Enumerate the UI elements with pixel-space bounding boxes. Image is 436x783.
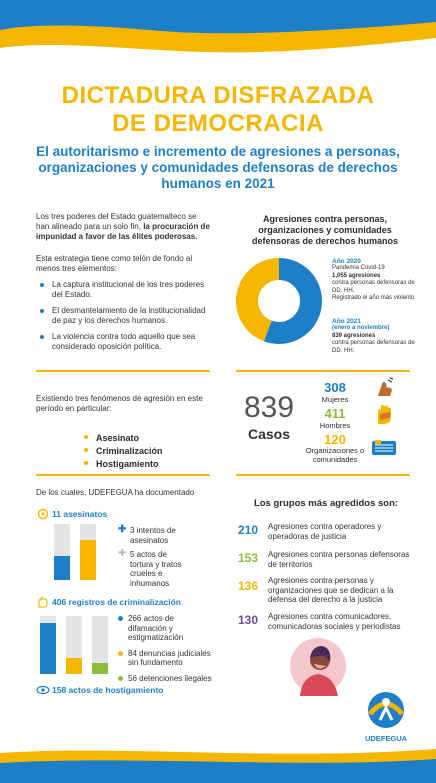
harassment-title: 158 actos de hostigamiento [52,685,164,695]
list-item: La violencia contra todo aquello que sea considerado oposición política. [36,332,212,352]
divider [236,474,410,476]
legend-2021-line2: contra personas defensoras de DD. HH. [332,340,415,354]
udefegua-logo [360,690,412,736]
plus-icon: ✚ [118,524,127,535]
men-count: 411 [324,406,346,421]
bullet-dot [118,676,123,681]
legend-2020-label: Año 2020 [332,258,361,265]
list-item [238,574,418,610]
phenomena-intro: Existiendo tres fenómenos de agresión en este período en particular: [36,394,203,413]
legend-2020-line2: contra personas defensoras de DD. HH. [332,280,415,294]
list-item-text: 3 intentos de asesinatos [130,526,176,545]
page-title-line2: DE DEMOCRACIA [112,110,324,137]
list-item [118,674,214,684]
women-label: Mujeres [321,395,349,404]
group-number: 130 [238,613,259,627]
intro-paragraph-2: Esta estrategia tiene como telón de fondo al menos tres elementos: [36,254,193,273]
legend-2021-label: Año 2021 [332,318,361,325]
legend-2020-value: 1,055 agresiones [332,272,381,279]
list-item: Criminalización [80,445,163,458]
list-item-text: 84 denuncias judiciales sin fundamento [128,648,211,667]
list-item: Hostigamiento [80,458,163,471]
bar-defamation [40,623,56,674]
criminalization-title: 406 registros de criminalización [52,597,181,607]
hand-icon [36,596,50,608]
list-item [238,520,418,548]
divider [236,370,410,372]
group-number: 153 [238,551,259,565]
total-cases-number: 839 [243,391,295,424]
criminalization-bar-chart [40,616,120,674]
bar-murder-attempts [54,556,70,580]
bar-torture [80,540,96,580]
organization-icon [370,438,398,458]
list-item [118,649,214,668]
divider [36,474,210,476]
intro-text: Los tres poderes del Estado guatemalteco se han alineado para un solo fin, [36,212,197,231]
murders-list [118,526,188,588]
plus-icon: ✚ [118,548,127,559]
bullet-dot [118,616,123,621]
divider [36,370,210,372]
intro-text-bold: la procuración de impunidad a favor de las élites poderosas. [36,222,210,241]
list-item: Asesinato [80,432,163,445]
logo-text: UDEFEGUA [364,734,408,743]
elements-list [36,280,212,358]
total-cases-label: Casos [247,426,291,442]
legend-2021-sub: (enero a noviembre) [332,325,390,332]
group-number: 210 [238,523,259,537]
list-item [118,526,188,545]
bar-illegal-detentions [92,663,108,674]
target-icon [36,508,50,520]
list-item: El desmantelamiento de la institucionalidad de paz y los derechos humanos. [36,306,212,326]
murders-bar-chart [50,524,110,580]
orgs-label: Organizaciones o comunidades [305,446,365,464]
bar-judicial-complaints [66,658,82,674]
page-subtitle: El autoritarismo e incremento de agresiones a personas, organizaciones y comunidades defensoras de derechos humanos en 2021 [36,144,400,191]
list-item-text: 266 actos de difamación y estigmatización [128,614,184,642]
legend-2020-line3: Registrado el año más violento [332,295,415,302]
list-item-text: 5 actos de tortura y tratos crueles e inhumanos [130,550,182,588]
phenomena-list [80,432,163,471]
legend-2021-value: 839 agresiones [332,332,376,339]
legend-2020 [332,258,424,302]
group-text: Agresiones contra comunicadores, comunicadoras sociales y periodistas [268,612,401,631]
orgs-count: 120 [324,432,346,447]
criminalization-list [118,614,214,683]
women-count: 308 [324,380,346,395]
woman-hand-icon [372,376,396,400]
donut-title: Agresiones contra personas, organizaciones y comunidades defensoras de derechos humanos [251,214,399,246]
group-text: Agresiones contra operadores y operadoras de justicia [268,522,382,541]
group-text: Agresiones contra personas y organizaciones que se dedican a la defensa del derecho a la justicia [268,576,394,604]
page-title-line1: DICTADURA DISFRAZADA [61,82,375,109]
groups-list [238,520,418,636]
intro-paragraph [36,212,212,242]
group-text: Agresiones contra personas defensoras de territorios [268,550,410,569]
man-hand-icon [372,402,396,426]
group-number: 136 [238,579,259,593]
groups-title: Los grupos más agredidos son: [253,498,399,509]
list-item [238,548,418,574]
list-item [118,550,188,588]
bottom-wave-banner [0,743,436,783]
distressed-person-illustration [288,632,352,698]
list-item: La captura institucional de los tres poderes del Estado. [36,280,212,300]
aggressions-donut-chart [234,256,324,346]
murders-title: 11 asesinatos [52,509,108,519]
top-wave-banner [0,0,436,70]
list-item [118,614,214,643]
men-label: Hombres [319,421,351,430]
documented-intro: De los cuales, UDEFEGUA ha documentado [36,488,195,497]
list-item-text: 56 detenciones ilegales [128,673,212,683]
legend-2021 [332,318,424,355]
bullet-dot [118,651,123,656]
legend-2020-line1: Pandemia Covid-19 [332,265,385,272]
eye-icon [36,684,50,696]
